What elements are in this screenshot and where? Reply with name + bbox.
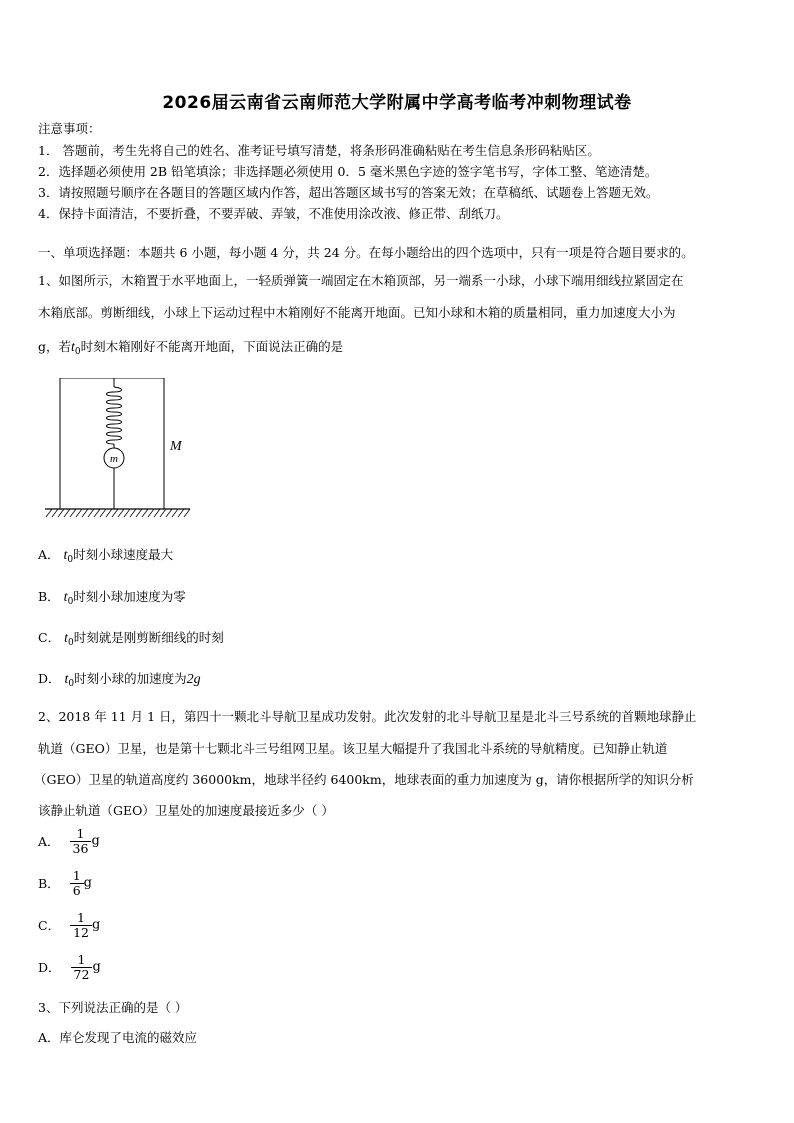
box-outline	[60, 378, 164, 509]
notice-item-3: 3．请按照题号顺序在各题目的答题区域内作答，超出答题区域书写的答案无效；在草稿纸、试题卷上答题无效。	[38, 185, 659, 200]
notice-item-1: 1． 答题前，考生先将自己的姓名、准考证号填写清楚，将条形码准确粘贴在考生信息条形码粘贴区。	[38, 143, 600, 158]
q2-line-2: 轨道（GEO）卫星，也是第十七颗北斗三号组网卫星。该卫星大幅提升了我国北斗系统的导航精度。已知静止轨道	[38, 741, 668, 756]
q1-line-3: g，若$t_0$时刻木箱刚好不能离开地面，下面说法正确的是	[38, 339, 344, 357]
q2-option-d[interactable]: D． $\frac{1}{72}$ g	[38, 952, 101, 982]
q2-option-c[interactable]: C． $\frac{1}{12}$ g	[38, 910, 101, 940]
q2-option-a[interactable]: A． $\frac{1}{36}$ g	[38, 826, 100, 856]
ball-label: m	[110, 453, 118, 465]
q3-line-1: 3、下列说法正确的是（ ）	[38, 1000, 188, 1015]
ground-hatch	[46, 509, 190, 517]
spring-box-figure	[40, 378, 200, 523]
fraction: $\frac{1}{72}$	[71, 953, 93, 982]
q1-option-d[interactable]: D． $t_0$时刻小球的加速度为2g	[38, 671, 201, 689]
section-heading: 一、单项选择题：本题共 6 小题，每小题 4 分，共 24 分。在每小题给出的四个选项中，只有一项是符合题目要求的。	[38, 245, 694, 260]
notice-item-4: 4．保持卡面清洁，不要折叠，不要弄破、弄皱，不准使用涂改液、修正带、刮纸刀。	[38, 206, 509, 221]
q2-line-1: 2、2018 年 11 月 1 日，第四十一颗北斗导航卫星成功发射。此次发射的北斗导航卫星是北斗三号系统的首颗地球静止	[38, 709, 697, 724]
q1-line-2: 木箱底部。剪断细线，小球上下运动过程中木箱刚好不能离开地面。已知小球和木箱的质量相同，重力加速度大小为	[38, 305, 676, 320]
spring-coils	[107, 387, 122, 444]
q1-option-a[interactable]: A． $t_0$时刻小球速度最大	[38, 547, 174, 565]
q2-line-3: （GEO）卫星的轨道高度约 36000km，地球半径约 6400km，地球表面的重力加速度为 g，请你根据所学的知识分析	[34, 772, 694, 787]
q3-option-a[interactable]: A．库仑发现了电流的磁效应	[38, 1030, 198, 1045]
q2-line-4: 该静止轨道（GEO）卫星处的加速度最接近多少（ ）	[38, 803, 334, 818]
q2-option-b[interactable]: B． $\frac{1}{6}$ g	[38, 868, 92, 898]
q1-line-1: 1、如图所示，木箱置于水平地面上，一轻质弹簧一端固定在木箱顶部，另一端系一小球，小球下端用细线拉紧固定在	[38, 273, 684, 288]
page-title: 2026届云南省云南师范大学附属中学高考临考冲刺物理试卷	[162, 93, 632, 113]
notice-heading: 注意事项：	[38, 121, 101, 136]
notice-item-2: 2．选择题必须使用 2B 铅笔填涂；非选择题必须使用 0．5 毫米黑色字迹的签字笔书写，字体工整、笔迹清楚。	[38, 164, 658, 179]
fraction: $\frac{1}{12}$	[70, 911, 92, 940]
q1-option-c[interactable]: C． $t_0$时刻就是刚剪断细线的时刻	[38, 630, 224, 648]
fraction: $\frac{1}{6}$	[70, 869, 84, 898]
fraction: $\frac{1}{36}$	[70, 827, 92, 856]
q1-option-b[interactable]: B． $t_0$时刻小球加速度为零	[38, 589, 186, 607]
box-label: M	[170, 439, 182, 454]
